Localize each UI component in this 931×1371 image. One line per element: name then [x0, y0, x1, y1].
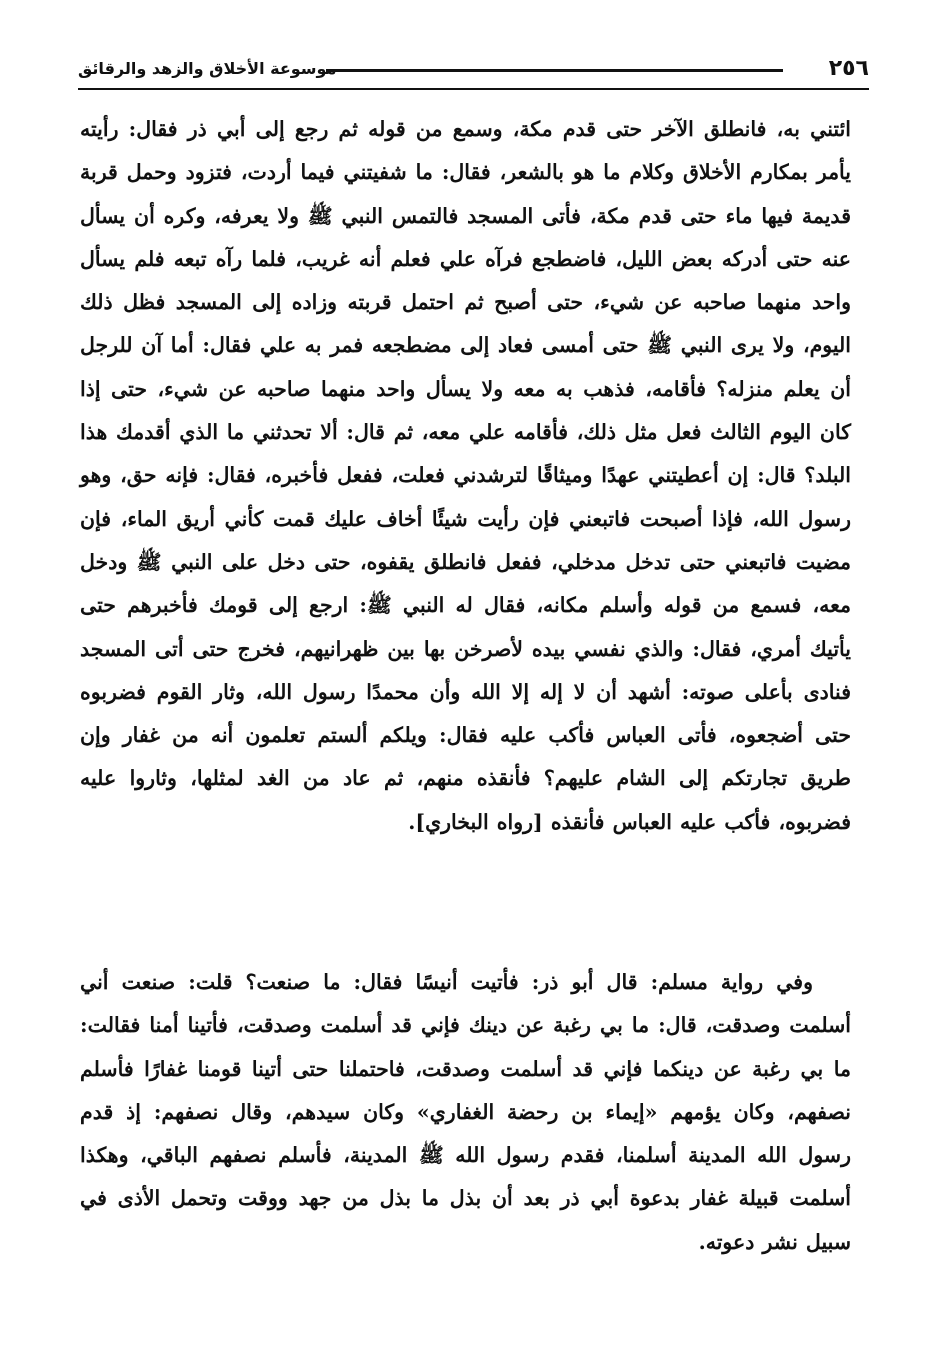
running-header-title: موسوعة الأخلاق والزهد والرقائق: [78, 59, 337, 78]
body-paragraph-1: ائتني به، فانطلق الآخر حتى قدم مكة، وسمع من قوله ثم رجع إلى أبي ذر فقال: رأيته يأمر بمكارم الأخلاق وكلام ما هو بالشعر، فقال: ما شفيتني فيما أردت، فتزود وحمل قربة قديمة فيها ماء حتى قدم مكة، فأتى المسجد فالتمس النبي ﷺ ولا يعرفه، وكره أن يسأل عنه حتى أدركه بعض الليل، فاضطجع فرآه علي فعلم أنه غريب، فلما رآه تبعه فلم يسأل واحد منهما صاحبه عن شيء، حتى أصبح ثم احتمل قربته وزاده إلى المسجد فظل ذلك اليوم، ولا يرى النبي ﷺ حتى أمسى فعاد إلى مضطجعه فمر به علي فقال: أما آن للرجل أن يعلم منزله؟ فأقامه، فذهب به معه ولا يسأل واحد منهما صاحبه عن شيء، حتى إذا كان اليوم الثالث فعل مثل ذلك، فأقامه علي معه، ثم قال: ألا تحدثني ما الذي أقدمك هذا البلد؟ قال: إن أعطيتني عهدًا وميثاقًا لترشدني فعلت، ففعل فأخبره، فقال: فإنه حق، وهو رسول الله، فإذا أصبحت فاتبعني فإن رأيت شيئًا أخاف عليك قمت كأني أريق الماء، فإن مضيت فاتبعني حتى تدخل مدخلي، ففعل فانطلق يقفوه، حتى دخل على النبي ﷺ ودخل معه، فسمع من قوله وأسلم مكانه، فقال له النبي ﷺ: ارجع إلى قومك فأخبرهم حتى يأتيك أمري، فقال: والذي نفسي بيده لأصرخن بها بين ظهرانيهم، فخرج حتى أتى المسجد فنادى بأعلى صوته: أشهد أن لا إله إلا الله وأن محمدًا رسول الله، وثار القوم فضربوه حتى أضجعوه، فأتى العباس فأكب عليه فقال: ويلكم ألستم تعلمون أنه من غفار وإن طريق تجارتكم إلى الشام عليهم؟ فأنقذه منهم، ثم عاد من الغد لمثلها، وثاروا عليه فضربوه، فأكب عليه العباس فأنقذه [رواه البخاري].: [80, 117, 852, 834]
body-paragraph-2: وفي رواية مسلم: قال أبو ذر: فأتيت أنيسًا فقال: ما صنعت؟ قلت: صنعت أني أسلمت وصدقت، قال: ما بي رغبة عن دينك فإني قد أسلمت وصدقت، فأتينا أمنا فقالت: ما بي رغبة عن دينكما فإني قد أسلمت وصدقت، فاحتملنا حتى أتينا قومنا غفارًا فأسلم نصفهم، وكان يؤمهم «إيماء بن رحضة الغفاري» وكان سيدهم، وقال نصفهم: إذ قدم رسول الله المدينة أسلمنا، فقدم رسول الله ﷺ المدينة، فأسلم نصفهم الباقي، وهكذا أسلمت قبيلة غفار بدعوة أبي ذر بعد أن بذل ما بذل من جهد ووقت وتحمل الأذى في سبيل نشر دعوته.: [80, 970, 851, 1254]
header-underline: [78, 88, 869, 90]
body-paragraph-2-wrapper: [80, 961, 851, 1264]
page-number: ٢٥٦: [828, 56, 869, 81]
running-header: [78, 52, 869, 88]
header-rule: [326, 69, 783, 72]
